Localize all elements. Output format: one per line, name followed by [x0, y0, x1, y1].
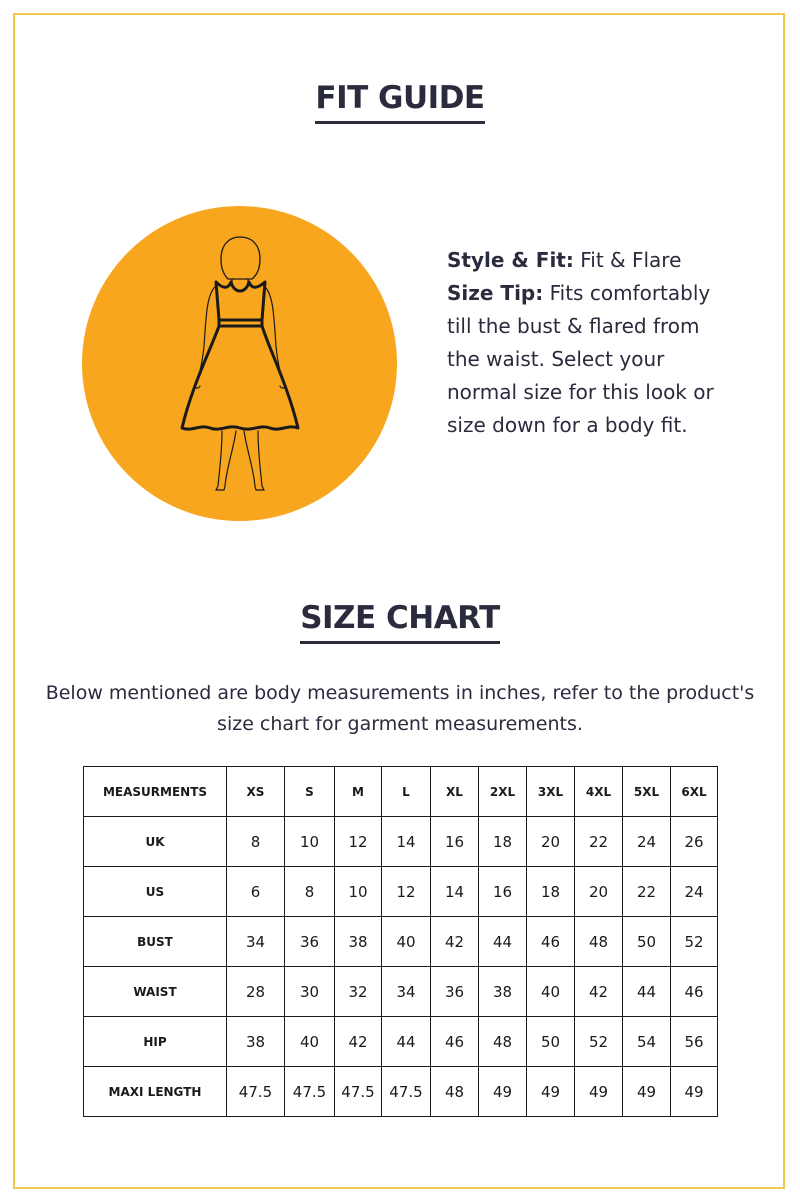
table-cell: 54	[623, 1017, 671, 1067]
size-header-xs: XS	[227, 767, 285, 817]
orange-circle	[82, 206, 397, 521]
table-row	[84, 867, 718, 917]
table-cell: 30	[285, 967, 335, 1017]
table-cell: 42	[431, 917, 479, 967]
row-label: BUST	[84, 917, 227, 967]
row-label: MAXI LENGTH	[84, 1067, 227, 1117]
table-cell: 14	[431, 867, 479, 917]
table-cell: 44	[382, 1017, 431, 1067]
table-cell: 36	[285, 917, 335, 967]
size-header-m: M	[335, 767, 382, 817]
table-cell: 10	[285, 817, 335, 867]
fit-guide-title: FIT GUIDE	[0, 80, 800, 124]
table-cell: 12	[335, 817, 382, 867]
table-cell: 42	[335, 1017, 382, 1067]
table-cell: 48	[431, 1067, 479, 1117]
style-fit-value: Fit & Flare	[580, 248, 682, 272]
table-cell: 49	[671, 1067, 718, 1117]
table-cell: 20	[575, 867, 623, 917]
table-cell: 10	[335, 867, 382, 917]
table-cell: 44	[623, 967, 671, 1017]
table-row	[84, 1067, 718, 1117]
table-cell: 22	[623, 867, 671, 917]
table-cell: 50	[527, 1017, 575, 1067]
size-header-row	[84, 767, 718, 817]
table-cell: 47.5	[227, 1067, 285, 1117]
table-cell: 44	[479, 917, 527, 967]
measurement-note: Below mentioned are body measurements in inches, refer to the product's size chart for garment measurements.	[45, 682, 755, 735]
table-cell: 52	[671, 917, 718, 967]
table-cell: 34	[382, 967, 431, 1017]
table-cell: 38	[479, 967, 527, 1017]
size-header-xl: XL	[431, 767, 479, 817]
measurements-header: MEASURMENTS	[84, 767, 227, 817]
table-cell: 24	[671, 867, 718, 917]
table-cell: 47.5	[335, 1067, 382, 1117]
table-cell: 46	[671, 967, 718, 1017]
table-cell: 56	[671, 1017, 718, 1067]
size-tip-value: Fits comfortably till the bust & flared from the waist. Select your normal size for this look or size down for a body fit.	[447, 281, 714, 437]
table-row	[84, 1017, 718, 1067]
table-cell: 52	[575, 1017, 623, 1067]
table-row	[84, 917, 718, 967]
table-cell: 49	[479, 1067, 527, 1117]
table-cell: 18	[479, 817, 527, 867]
size-header-5xl: 5XL	[623, 767, 671, 817]
table-row	[84, 817, 718, 867]
table-cell: 49	[575, 1067, 623, 1117]
row-label: WAIST	[84, 967, 227, 1017]
table-cell: 12	[382, 867, 431, 917]
table-cell: 26	[671, 817, 718, 867]
fit-description	[447, 244, 737, 442]
table-cell: 22	[575, 817, 623, 867]
dress-silhouette-illustration	[82, 206, 397, 521]
table-cell: 14	[382, 817, 431, 867]
table-cell: 8	[285, 867, 335, 917]
table-cell: 38	[335, 917, 382, 967]
table-cell: 16	[479, 867, 527, 917]
row-label: US	[84, 867, 227, 917]
table-cell: 46	[431, 1017, 479, 1067]
table-cell: 18	[527, 867, 575, 917]
table-cell: 34	[227, 917, 285, 967]
table-cell: 48	[479, 1017, 527, 1067]
table-cell: 28	[227, 967, 285, 1017]
table-cell: 40	[382, 917, 431, 967]
size-header-s: S	[285, 767, 335, 817]
size-chart-title: SIZE CHART	[0, 600, 800, 644]
table-cell: 48	[575, 917, 623, 967]
row-label: HIP	[84, 1017, 227, 1067]
size-header-3xl: 3XL	[527, 767, 575, 817]
size-tip-label: Size Tip:	[447, 281, 544, 305]
size-chart-table	[83, 766, 718, 1117]
table-cell: 6	[227, 867, 285, 917]
style-fit-label: Style & Fit:	[447, 248, 574, 272]
table-cell: 32	[335, 967, 382, 1017]
row-label: UK	[84, 817, 227, 867]
size-header-2xl: 2XL	[479, 767, 527, 817]
table-cell: 36	[431, 967, 479, 1017]
table-cell: 20	[527, 817, 575, 867]
size-header-6xl: 6XL	[671, 767, 718, 817]
table-cell: 16	[431, 817, 479, 867]
table-row	[84, 967, 718, 1017]
size-header-4xl: 4XL	[575, 767, 623, 817]
table-cell: 49	[623, 1067, 671, 1117]
table-cell: 8	[227, 817, 285, 867]
table-cell: 50	[623, 917, 671, 967]
table-cell: 40	[527, 967, 575, 1017]
table-cell: 38	[227, 1017, 285, 1067]
table-cell: 40	[285, 1017, 335, 1067]
table-cell: 46	[527, 917, 575, 967]
size-header-l: L	[382, 767, 431, 817]
table-cell: 47.5	[382, 1067, 431, 1117]
table-cell: 49	[527, 1067, 575, 1117]
table-cell: 42	[575, 967, 623, 1017]
table-cell: 47.5	[285, 1067, 335, 1117]
table-cell: 24	[623, 817, 671, 867]
